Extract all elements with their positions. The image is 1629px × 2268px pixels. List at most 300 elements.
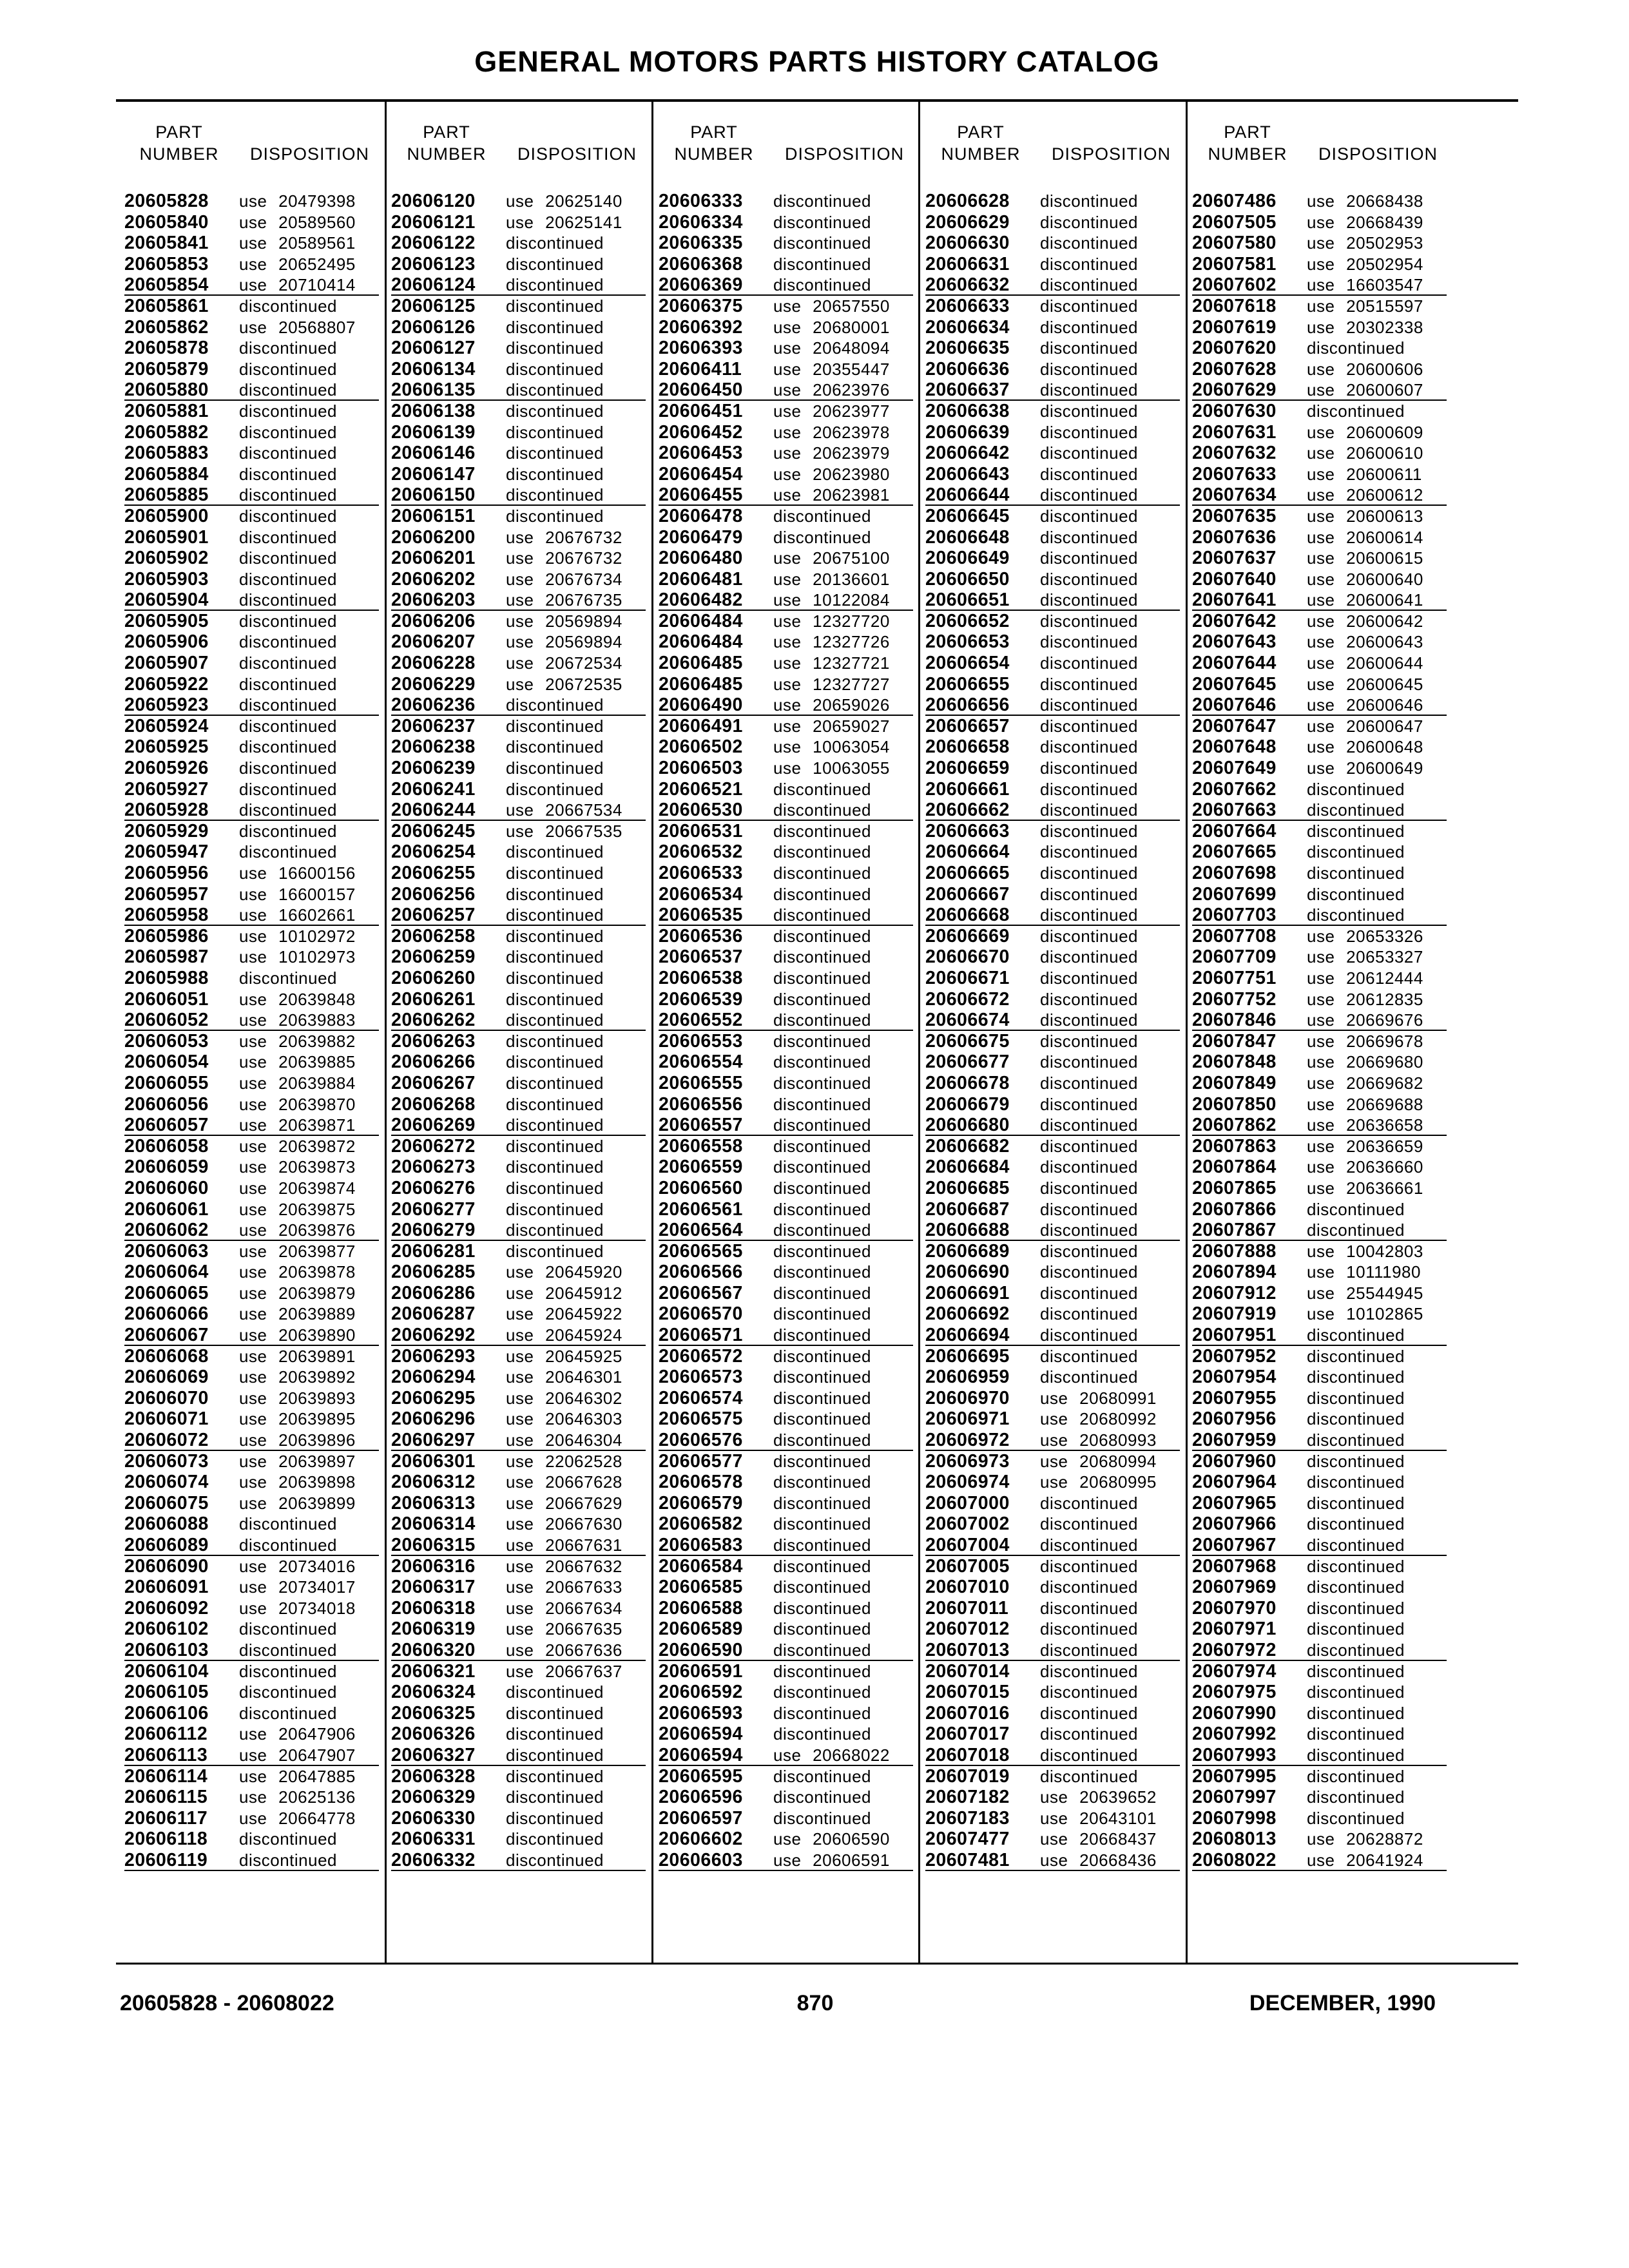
part-row <box>124 1157 379 1178</box>
part-number: 20605986 <box>124 925 209 947</box>
part-disposition: discontinued <box>1307 1199 1405 1219</box>
part-number: 20606629 <box>925 211 1010 233</box>
part-number: 20606479 <box>659 526 743 548</box>
part-disposition: use 20625136 <box>239 1787 356 1807</box>
part-row <box>659 1157 913 1178</box>
part-number: 20606680 <box>925 1115 1010 1136</box>
part-number: 20606603 <box>659 1849 743 1870</box>
part-number: 20606238 <box>391 736 476 758</box>
part-number: 20606121 <box>391 211 476 233</box>
header-part-label: PART <box>155 122 203 142</box>
part-number: 20606335 <box>659 233 743 254</box>
part-disposition: use 20302338 <box>1307 317 1423 337</box>
part-row <box>659 1640 913 1661</box>
part-number: 20606319 <box>391 1619 476 1640</box>
part-disposition: use 20680991 <box>1040 1388 1157 1408</box>
part-row <box>391 1535 646 1556</box>
part-row <box>124 1052 379 1073</box>
part-disposition: use 16600157 <box>239 884 356 904</box>
part-number: 20607699 <box>1192 883 1277 905</box>
part-disposition: use 20502953 <box>1307 233 1423 253</box>
part-number: 20606245 <box>391 820 476 841</box>
part-number: 20607481 <box>925 1849 1010 1870</box>
part-number: 20606490 <box>659 695 743 716</box>
part-number: 20606635 <box>925 338 1010 359</box>
part-disposition: discontinued <box>1307 1661 1405 1681</box>
part-disposition: discontinued <box>773 212 871 232</box>
part-disposition: discontinued <box>773 947 871 967</box>
part-disposition: discontinued <box>1307 1472 1405 1492</box>
part-number: 20606650 <box>925 568 1010 590</box>
part-row <box>391 736 646 758</box>
part-number: 20606636 <box>925 358 1010 380</box>
part-row <box>659 736 913 758</box>
part-row <box>925 863 1180 884</box>
part-disposition: use 20600606 <box>1307 359 1423 379</box>
part-row <box>659 863 913 884</box>
part-row <box>391 1766 646 1787</box>
part-number: 20606051 <box>124 988 209 1010</box>
part-disposition: use 20710414 <box>239 275 356 295</box>
part-number: 20606106 <box>124 1702 209 1724</box>
part-row <box>659 1850 913 1871</box>
part-number: 20606088 <box>124 1514 209 1535</box>
part-row <box>1192 1451 1447 1472</box>
part-number: 20606556 <box>659 1093 743 1115</box>
part-row <box>124 1535 379 1556</box>
part-number: 20606151 <box>391 505 476 526</box>
part-row <box>391 1598 646 1619</box>
part-number: 20605904 <box>124 590 209 611</box>
header-disposition-label: DISPOSITION <box>1318 144 1438 164</box>
part-number: 20606285 <box>391 1262 476 1283</box>
part-number: 20605903 <box>124 568 209 590</box>
part-number: 20606069 <box>124 1367 209 1388</box>
part-row <box>391 1010 646 1031</box>
part-disposition: use 10122084 <box>773 590 890 610</box>
part-number: 20608022 <box>1192 1849 1277 1870</box>
part-row <box>391 1514 646 1535</box>
part-number: 20606491 <box>659 715 743 736</box>
part-row <box>925 653 1180 674</box>
part-disposition: discontinued <box>773 1493 871 1513</box>
part-disposition: discontinued <box>506 758 604 778</box>
part-disposition: discontinued <box>1040 1724 1138 1744</box>
part-row <box>1192 884 1447 905</box>
part-disposition: discontinued <box>506 1073 604 1093</box>
part-disposition: discontinued <box>773 1241 871 1261</box>
part-row <box>124 674 379 695</box>
part-disposition: discontinued <box>239 1850 337 1870</box>
part-disposition: discontinued <box>1040 1304 1138 1324</box>
part-row <box>1192 1094 1447 1115</box>
part-disposition: discontinued <box>773 842 871 862</box>
part-number: 20606150 <box>391 485 476 506</box>
part-disposition: discontinued <box>773 1724 871 1744</box>
part-disposition: discontinued <box>1307 1577 1405 1597</box>
part-number: 20607864 <box>1192 1157 1277 1178</box>
part-row <box>1192 1472 1447 1493</box>
part-number: 20606268 <box>391 1093 476 1115</box>
part-disposition: discontinued <box>773 1808 871 1828</box>
part-disposition: discontinued <box>506 1220 604 1240</box>
part-number: 20607708 <box>1192 925 1277 947</box>
part-row <box>124 716 379 737</box>
part-row <box>124 1808 379 1829</box>
part-row <box>124 947 379 968</box>
part-row <box>124 1346 379 1367</box>
part-disposition: discontinued <box>1040 1283 1138 1303</box>
part-disposition: discontinued <box>506 968 604 988</box>
part-number: 20606065 <box>124 1282 209 1303</box>
column-divider <box>918 101 920 1964</box>
part-disposition: discontinued <box>773 1472 871 1492</box>
part-row <box>391 1829 646 1850</box>
part-disposition: use 20600607 <box>1307 380 1423 400</box>
part-row <box>925 1094 1180 1115</box>
part-disposition: discontinued <box>239 338 337 358</box>
part-number: 20606294 <box>391 1367 476 1388</box>
part-number: 20606411 <box>659 358 742 380</box>
part-disposition: discontinued <box>1040 758 1138 778</box>
part-disposition: use 20676734 <box>506 569 622 589</box>
part-row <box>124 1388 379 1409</box>
part-row <box>659 1451 913 1472</box>
part-number: 20606092 <box>124 1597 209 1619</box>
part-number: 20606588 <box>659 1597 743 1619</box>
part-disposition: discontinued <box>773 1451 871 1471</box>
part-disposition: use 20669688 <box>1307 1094 1423 1114</box>
part-disposition: use 20667632 <box>506 1556 622 1576</box>
part-row <box>659 1745 913 1766</box>
part-row <box>659 1073 913 1094</box>
part-number: 20607635 <box>1192 505 1277 526</box>
part-number: 20607640 <box>1192 568 1277 590</box>
part-number: 20607641 <box>1192 590 1277 611</box>
part-disposition: discontinued <box>506 1829 604 1849</box>
part-disposition: discontinued <box>1040 1094 1138 1114</box>
part-disposition: use 20612444 <box>1307 968 1423 988</box>
part-number: 20607019 <box>925 1765 1010 1787</box>
part-row <box>124 1031 379 1052</box>
part-number: 20606645 <box>925 505 1010 526</box>
part-disposition: use 10042803 <box>1307 1241 1423 1261</box>
part-number: 20606572 <box>659 1345 743 1367</box>
part-row <box>925 1535 1180 1556</box>
part-row <box>1192 1514 1447 1535</box>
part-row <box>124 1367 379 1388</box>
part-disposition: use 20639882 <box>239 1031 356 1051</box>
part-row <box>391 947 646 968</box>
part-row <box>659 1556 913 1577</box>
part-disposition: discontinued <box>773 1157 871 1177</box>
part-row <box>659 631 913 653</box>
part-number: 20606267 <box>391 1072 476 1093</box>
part-number: 20607664 <box>1192 820 1277 841</box>
part-disposition: discontinued <box>773 191 871 211</box>
part-disposition: use 20646301 <box>506 1367 622 1387</box>
part-disposition: discontinued <box>1040 317 1138 337</box>
part-row <box>391 274 646 296</box>
part-row <box>659 1724 913 1745</box>
part-disposition: use 20623977 <box>773 401 890 421</box>
part-number: 20606237 <box>391 715 476 736</box>
part-disposition: discontinued <box>1040 1556 1138 1576</box>
part-disposition: use 20667634 <box>506 1598 622 1618</box>
part-row <box>1192 1031 1447 1052</box>
part-row <box>925 422 1180 443</box>
part-number: 20606392 <box>659 316 743 338</box>
part-row <box>1192 548 1447 569</box>
part-number: 20606539 <box>659 988 743 1010</box>
part-row <box>391 989 646 1010</box>
part-number: 20606064 <box>124 1262 209 1283</box>
part-row <box>925 254 1180 275</box>
part-disposition: use 20636659 <box>1307 1136 1423 1156</box>
part-number: 20605901 <box>124 526 209 548</box>
part-row <box>925 736 1180 758</box>
part-row <box>1192 947 1447 968</box>
part-disposition: discontinued <box>773 1388 871 1408</box>
part-number: 20606637 <box>925 380 1010 401</box>
part-disposition: use 20645912 <box>506 1283 622 1303</box>
part-disposition: use 20600645 <box>1307 674 1423 694</box>
part-disposition: discontinued <box>506 254 604 274</box>
part-number: 20606331 <box>391 1829 476 1850</box>
part-disposition: use 20668439 <box>1307 212 1423 232</box>
part-disposition: discontinued <box>506 338 604 358</box>
part-row <box>659 905 913 926</box>
part-disposition: discontinued <box>1040 212 1138 232</box>
part-disposition: discontinued <box>1040 1661 1138 1681</box>
part-disposition: discontinued <box>506 1241 604 1261</box>
part-disposition: use 20600640 <box>1307 569 1423 589</box>
part-disposition: discontinued <box>1040 1346 1138 1366</box>
part-number: 20606261 <box>391 988 476 1010</box>
part-number: 20606663 <box>925 820 1010 841</box>
column-divider <box>651 101 653 1964</box>
part-disposition: discontinued <box>773 1325 871 1345</box>
part-disposition: use 20600642 <box>1307 611 1423 631</box>
part-number: 20606531 <box>659 820 743 841</box>
part-row <box>659 1430 913 1451</box>
part-disposition: discontinued <box>1307 884 1405 904</box>
part-disposition: discontinued <box>1307 1220 1405 1240</box>
part-row <box>124 779 379 800</box>
part-row <box>124 905 379 926</box>
part-number: 20607954 <box>1192 1367 1277 1388</box>
part-number: 20606597 <box>659 1807 743 1829</box>
part-number: 20606326 <box>391 1724 476 1745</box>
part-row <box>391 758 646 779</box>
part-row <box>659 695 913 716</box>
part-column <box>391 191 646 1871</box>
part-row <box>1192 674 1447 695</box>
part-disposition: discontinued <box>239 1703 337 1723</box>
part-disposition: discontinued <box>1040 296 1138 316</box>
part-number: 20606530 <box>659 800 743 821</box>
part-disposition: discontinued <box>773 1556 871 1576</box>
header-part-label: PART <box>957 122 1005 142</box>
column-header <box>121 122 379 174</box>
part-number: 20607643 <box>1192 631 1277 653</box>
part-number: 20605884 <box>124 463 209 485</box>
part-disposition: discontinued <box>239 422 337 442</box>
part-disposition: use 16600156 <box>239 863 356 883</box>
part-disposition: use 20680992 <box>1040 1409 1157 1429</box>
part-row <box>659 800 913 821</box>
part-disposition: discontinued <box>1040 737 1138 757</box>
column-header <box>923 122 1181 174</box>
part-number: 20606631 <box>925 253 1010 274</box>
part-row <box>391 569 646 590</box>
part-number: 20607649 <box>1192 758 1277 779</box>
part-number: 20606564 <box>659 1220 743 1241</box>
part-disposition: discontinued <box>1307 863 1405 883</box>
part-number: 20607015 <box>925 1682 1010 1703</box>
part-disposition: use 20676735 <box>506 590 622 610</box>
part-row <box>1192 1283 1447 1304</box>
part-row <box>925 212 1180 233</box>
part-disposition: discontinued <box>1307 779 1405 799</box>
part-disposition: discontinued <box>1307 1766 1405 1786</box>
part-number: 20606675 <box>925 1030 1010 1052</box>
part-number: 20606652 <box>925 610 1010 631</box>
part-number: 20606670 <box>925 947 1010 968</box>
part-row <box>124 1073 379 1094</box>
part-disposition: discontinued <box>773 1178 871 1198</box>
part-number: 20606061 <box>124 1198 209 1220</box>
part-number: 20606324 <box>391 1682 476 1703</box>
part-row <box>391 1157 646 1178</box>
part-row <box>925 1325 1180 1346</box>
part-row <box>925 1724 1180 1745</box>
part-row <box>659 1493 913 1514</box>
part-disposition: discontinued <box>239 653 337 673</box>
part-disposition: discontinued <box>239 800 337 820</box>
part-row <box>659 758 913 779</box>
part-row <box>391 1136 646 1157</box>
part-disposition: discontinued <box>1307 1514 1405 1534</box>
part-number: 20606567 <box>659 1282 743 1303</box>
part-disposition: use 20639890 <box>239 1325 356 1345</box>
part-row <box>659 1010 913 1031</box>
part-disposition: discontinued <box>1040 527 1138 547</box>
part-disposition: use 20639889 <box>239 1304 356 1324</box>
part-disposition: discontinued <box>506 1094 604 1114</box>
part-number: 20607848 <box>1192 1052 1277 1073</box>
part-number: 20606570 <box>659 1303 743 1325</box>
part-row <box>124 989 379 1010</box>
part-row <box>391 1241 646 1262</box>
part-disposition: discontinued <box>506 842 604 862</box>
part-row <box>925 758 1180 779</box>
part-number: 20606330 <box>391 1807 476 1829</box>
part-row <box>124 401 379 422</box>
part-disposition: discontinued <box>1040 1199 1138 1219</box>
part-disposition: discontinued <box>1307 1745 1405 1765</box>
part-number: 20605840 <box>124 211 209 233</box>
part-row <box>391 1682 646 1703</box>
part-row <box>391 1303 646 1325</box>
part-number: 20606602 <box>659 1829 743 1850</box>
part-disposition: discontinued <box>239 569 337 589</box>
part-number: 20607005 <box>925 1555 1010 1577</box>
part-disposition: discontinued <box>239 443 337 463</box>
part-number: 20606690 <box>925 1262 1010 1283</box>
part-disposition: use 20667635 <box>506 1619 622 1639</box>
part-row <box>391 506 646 527</box>
part-disposition: use 20667534 <box>506 800 622 820</box>
part-row <box>124 1598 379 1619</box>
part-row <box>925 1073 1180 1094</box>
part-number: 20607888 <box>1192 1240 1277 1262</box>
part-disposition: use 10063054 <box>773 737 890 757</box>
part-disposition: use 20639898 <box>239 1472 356 1492</box>
part-disposition: use 20667628 <box>506 1472 622 1492</box>
part-disposition: discontinued <box>773 1640 871 1660</box>
part-disposition: discontinued <box>1307 1703 1405 1723</box>
part-number: 20607000 <box>925 1492 1010 1514</box>
part-row <box>925 443 1180 464</box>
part-number: 20607486 <box>1192 191 1277 211</box>
part-row <box>124 485 379 506</box>
part-row <box>925 1136 1180 1157</box>
part-number: 20606451 <box>659 400 743 421</box>
part-number: 20607975 <box>1192 1682 1277 1703</box>
part-number: 20606682 <box>925 1135 1010 1157</box>
column-header <box>389 122 646 174</box>
part-number: 20606102 <box>124 1619 209 1640</box>
part-number: 20607959 <box>1192 1430 1277 1451</box>
part-number: 20606201 <box>391 548 476 569</box>
part-row <box>391 443 646 464</box>
part-row <box>659 716 913 737</box>
part-row <box>1192 1829 1447 1850</box>
part-number: 20607647 <box>1192 715 1277 736</box>
part-number: 20606072 <box>124 1430 209 1451</box>
part-number: 20607631 <box>1192 421 1277 443</box>
part-number: 20606662 <box>925 800 1010 821</box>
part-number: 20606254 <box>391 841 476 863</box>
part-disposition: use 20676732 <box>506 527 622 547</box>
part-disposition: use 20675100 <box>773 548 890 568</box>
part-number: 20606126 <box>391 316 476 338</box>
part-row <box>391 1367 646 1388</box>
part-number: 20606591 <box>659 1660 743 1682</box>
part-disposition: use 20639893 <box>239 1388 356 1408</box>
part-disposition: use 20653327 <box>1307 947 1423 967</box>
part-row <box>391 296 646 317</box>
part-disposition: discontinued <box>1307 1808 1405 1828</box>
part-number: 20606207 <box>391 631 476 653</box>
part-row <box>659 1346 913 1367</box>
part-disposition: discontinued <box>1040 1115 1138 1135</box>
part-row <box>391 905 646 926</box>
part-disposition: discontinued <box>1040 1178 1138 1198</box>
part-row <box>124 443 379 464</box>
part-row <box>925 1577 1180 1598</box>
part-disposition: use 20623980 <box>773 464 890 484</box>
part-disposition: discontinued <box>506 905 604 925</box>
part-disposition: discontinued <box>1040 1535 1138 1555</box>
part-row <box>1192 359 1447 380</box>
part-row <box>659 1619 913 1640</box>
part-row <box>124 1556 379 1577</box>
part-disposition: discontinued <box>239 506 337 526</box>
part-number: 20606118 <box>124 1829 208 1850</box>
part-row <box>925 1514 1180 1535</box>
